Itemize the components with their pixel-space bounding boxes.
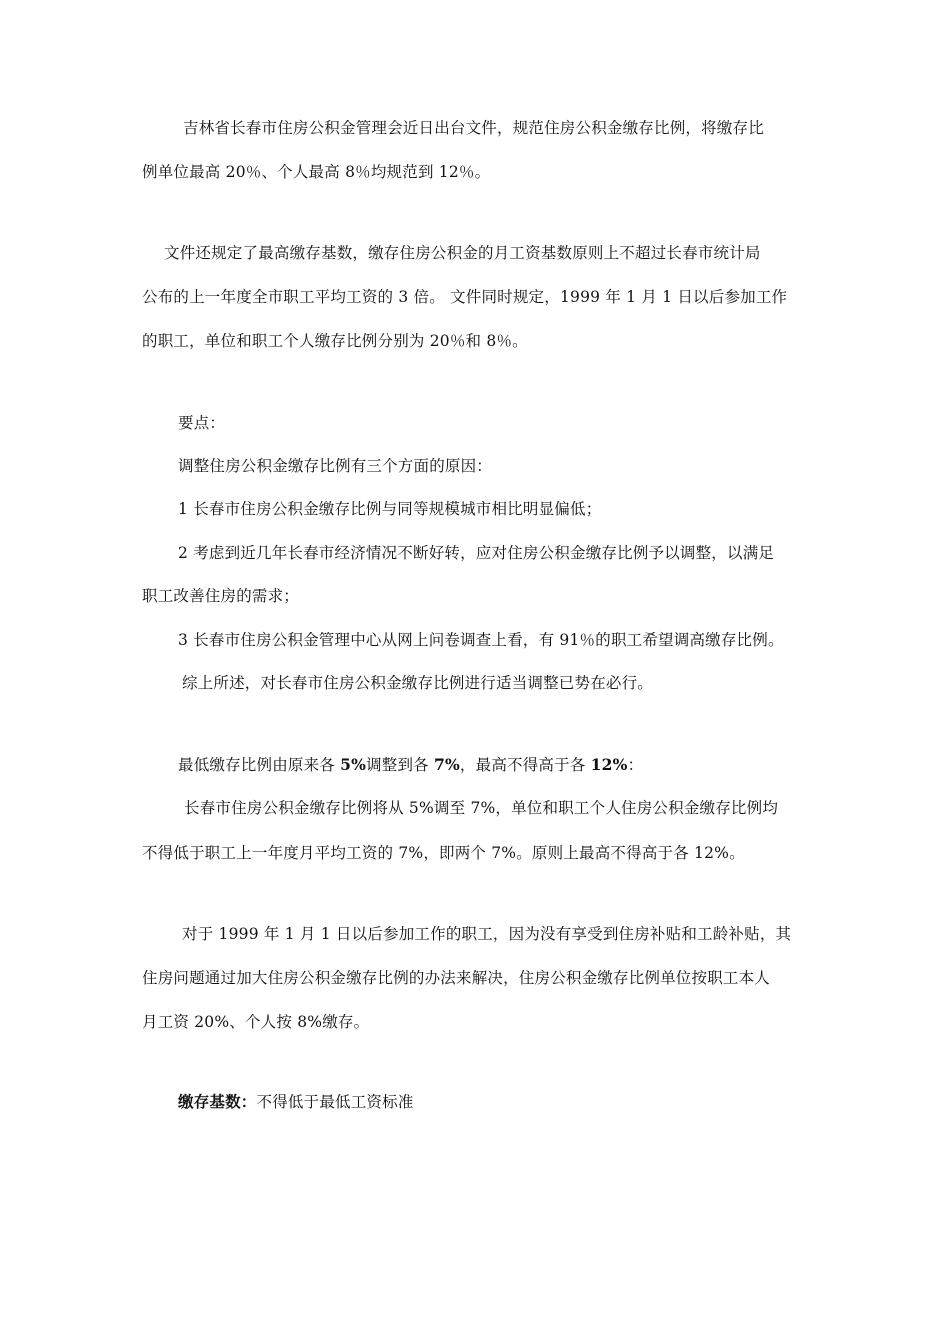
key-points-intro: 调整住房公积金缴存比例有三个方面的原因： xyxy=(178,457,493,475)
paragraph2-line2: 公布的上一年度全市职工平均工资的 3 倍。 文件同时规定，1999 年 1 月 1 日以后参加工作 xyxy=(142,288,788,306)
min-ratio-heading-seg7: ： xyxy=(627,756,644,774)
paragraph-1999-line1: 对于 1999 年 1 月 1 日以后参加工作的职工，因为没有享受到住房补贴和工龄补贴，其 xyxy=(182,925,792,943)
paragraph1-line1: 吉林省长春市住房公积金管理会近日出台文件，规范住房公积金缴存比例，将缴存比 xyxy=(183,119,764,137)
min-ratio-old-value: 5% xyxy=(340,755,367,774)
key-points-summary: 综上所述，对长春市住房公积金缴存比例进行适当调整已势在必行。 xyxy=(182,674,654,692)
paragraph-1999-line2: 住房问题通过加大住房公积金缴存比例的办法来解决，住房公积金缴存比例单位按职工本人 xyxy=(142,969,771,987)
min-ratio-heading-seg3: 调整到各 xyxy=(366,756,434,774)
max-ratio-value: 12% xyxy=(590,755,628,774)
key-point-item-2-line1: 2 考虑到近几年长春市经济情况不断好转，应对住房公积金缴存比例予以调整，以满足 xyxy=(178,544,775,562)
paragraph1-line2: 例单位最高 20％、个人最高 8％均规范到 12％。 xyxy=(142,163,491,181)
min-ratio-heading xyxy=(178,755,643,775)
min-ratio-new-value: 7% xyxy=(434,755,460,774)
base-label: 缴存基数： xyxy=(178,1092,257,1111)
paragraph-1999-line3: 月工资 20%、个人按 8%缴存。 xyxy=(142,1013,370,1031)
key-point-item-2-line2: 职工改善住房的需求； xyxy=(142,587,300,605)
key-points-heading: 要点： xyxy=(178,414,226,432)
paragraph2-line1: 文件还规定了最高缴存基数，缴存住房公积金的月工资基数原则上不超过长春市统计局 xyxy=(164,244,761,262)
min-ratio-heading-seg1: 最低缴存比例由原来各 xyxy=(178,756,341,774)
min-ratio-line1: 长春市住房公积金缴存比例将从 5%调至 7%，单位和职工个人住房公积金缴存比例均 xyxy=(184,799,779,817)
base-line xyxy=(178,1092,414,1112)
key-point-item-3: 3 长春市住房公积金管理中心从网上问卷调查上看，有 91％的职工希望调高缴存比例。 xyxy=(178,631,784,649)
min-ratio-line2: 不得低于职工上一年度月平均工资的 7%，即两个 7%。原则上最高不得高于各 12%。 xyxy=(142,844,745,862)
base-text: 不得低于最低工资标准 xyxy=(256,1093,414,1111)
min-ratio-heading-seg5: ，最高不得高于各 xyxy=(459,756,591,774)
paragraph2-line3: 的职工，单位和职工个人缴存比例分别为 20％和 8％。 xyxy=(142,332,528,350)
key-point-item-1: 1 长春市住房公积金缴存比例与同等规模城市相比明显偏低； xyxy=(178,500,602,518)
